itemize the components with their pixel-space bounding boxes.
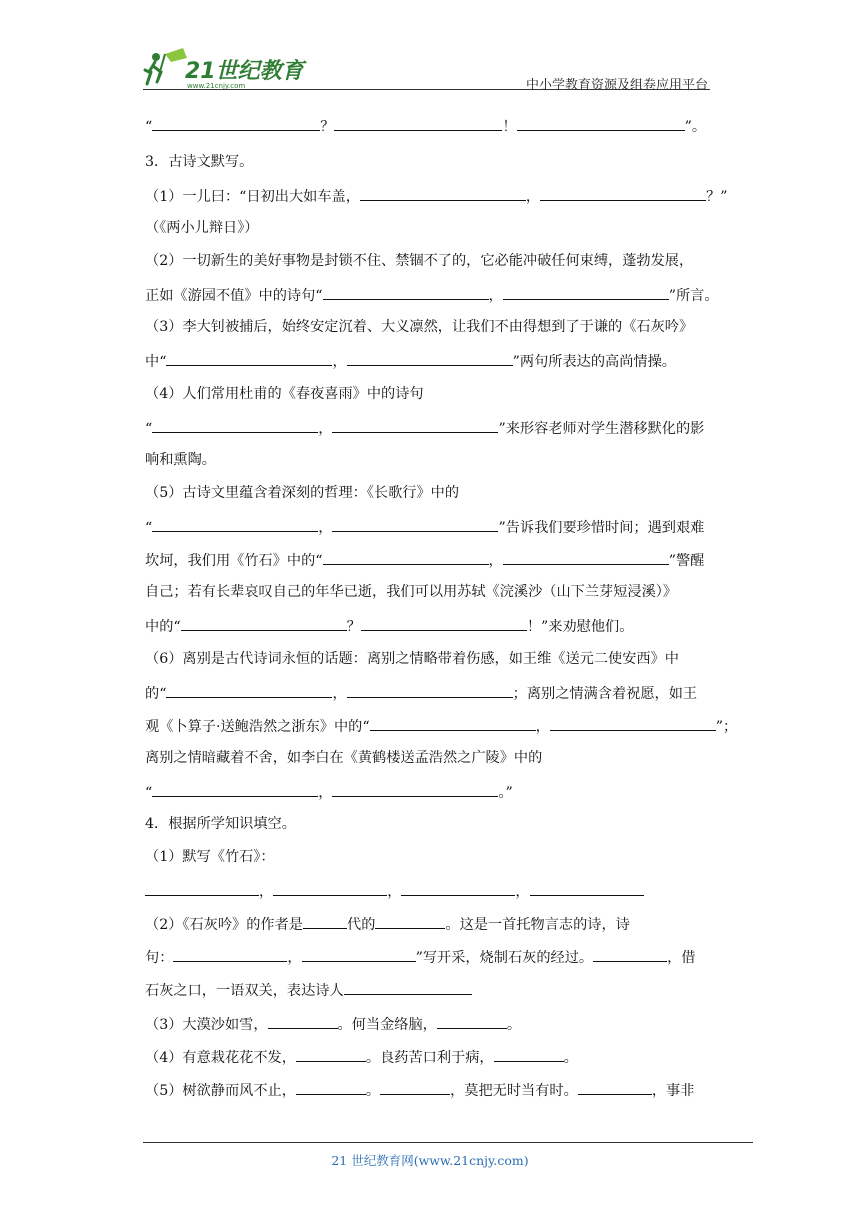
line-text: “ [145,785,153,801]
line-text: 。这是一首托物言志的诗，诗 [445,917,630,933]
text-line [145,218,259,238]
text-line [145,115,706,137]
answer-blank[interactable] [503,549,669,565]
answer-blank[interactable] [578,1079,652,1095]
line-text: ”告诉我们要珍惜时间；遇到艰难 [498,520,705,536]
line-text: 。 [365,1083,381,1099]
line-text: ， [488,553,503,569]
line-text: （1）默写《竹石》： [145,849,275,865]
text-line [145,483,459,503]
line-text: ？” [706,189,728,205]
line-text: （2）《石灰吟》的作者是 [145,917,303,933]
line-text: ， [332,686,347,702]
line-text: ，莫把无时当有时。 [450,1083,578,1099]
line-text: （3）大漠沙如雪， [145,1017,268,1033]
logo-text: 21世纪教育 [185,59,304,84]
line-text: ， [535,719,550,735]
line-text: 中“ [145,354,167,370]
line-text: （5）树欲静而风不止， [145,1083,296,1099]
line-text: 4．根据所学知识填空。 [145,816,296,832]
answer-blank[interactable] [152,115,320,131]
text-line [145,615,633,637]
line-text: （3）李大钊被捕后，始终安定沉着、大义凛然，让我们不由得想到了于谦的《石灰吟》 [145,319,694,335]
line-text: 。 [563,1050,578,1066]
answer-blank[interactable] [375,913,445,929]
footer-text: 21 世纪教育网(www.21cnjy.com) [331,1153,529,1168]
line-text: 响和熏陶。 [145,452,216,468]
line-text: 自己；若有长辈哀叹自己的年华已逝，我们可以用苏轼《浣溪沙（山下兰芽短浸溪）》 [145,584,678,600]
header-slogan: 中小学教育资源及组卷应用平台 [525,78,708,93]
answer-blank[interactable] [370,715,536,731]
answer-blank[interactable] [360,185,526,201]
answer-blank[interactable] [332,417,498,433]
answer-blank[interactable] [344,979,472,995]
text-line [145,715,737,737]
text-line [145,1079,694,1101]
line-text: ”警醒 [668,553,705,569]
text-line [145,946,696,968]
line-text: ， [318,421,333,437]
line-text: “ [145,520,153,536]
line-text: （4）人们常用杜甫的《春夜喜雨》中的诗句 [145,386,424,402]
answer-blank[interactable] [347,350,513,366]
answer-blank[interactable] [296,1046,366,1062]
line-text: 坎坷，我们用《竹石》中的“ [145,553,323,569]
line-text: ，借 [667,950,696,966]
line-text: ”两句所表达的高尚情操。 [512,354,676,370]
page-header [143,40,710,92]
text-line [145,152,253,172]
line-text: “ [145,421,153,437]
answer-blank[interactable] [152,417,318,433]
text-line [145,1046,578,1068]
answer-blank[interactable] [332,781,498,797]
line-text: “ [145,119,153,135]
answer-blank[interactable] [323,549,489,565]
line-text: 。良药苦口利于病， [365,1050,494,1066]
text-line [145,682,697,704]
line-text: 。” [498,785,513,801]
line-text: 3．古诗文默写。 [145,154,254,170]
text-line [145,384,424,404]
line-text: 句： [145,950,174,966]
line-text: ， [488,288,503,304]
answer-blank[interactable] [268,1013,338,1029]
answer-blank[interactable] [273,880,387,896]
text-line [145,847,275,867]
text-line [145,251,693,271]
answer-blank[interactable] [296,1079,366,1095]
text-line [145,781,513,803]
line-text: ？ [320,119,335,135]
line-text: 的“ [145,686,167,702]
answer-blank[interactable] [152,516,318,532]
line-text: （《两小儿辩日》） [145,220,259,236]
answer-blank[interactable] [152,781,318,797]
answer-blank[interactable] [494,1046,564,1062]
answer-blank[interactable] [332,516,498,532]
line-text: ”。 [684,119,707,135]
header-divider [143,89,710,90]
line-text: （2）一切新生的美好事物是封锁不住、禁锢不了的，它必能冲破任何束缚，蓬勃发展， [145,253,694,269]
line-text: （1）一儿曰：“日初出大如车盖， [145,189,360,205]
answer-blank[interactable] [145,880,259,896]
answer-blank[interactable] [347,682,513,698]
text-line [145,649,679,669]
answer-blank[interactable] [323,284,489,300]
line-text: 离别之情暗藏着不舍，如李白在《黄鹤楼送孟浩然之广陵》中的 [145,750,543,766]
line-text: 石灰之口，一语双关，表达诗人 [145,983,344,999]
text-line [145,516,704,538]
line-text: （4）有意栽花花不发， [145,1050,296,1066]
line-text: ， [318,520,333,536]
text-line [145,979,472,1001]
line-text: 。 [506,1017,522,1033]
line-text: 中的“ [145,619,181,635]
text-line [145,284,719,306]
answer-blank[interactable] [517,115,685,131]
logo-url: www.21cnjy.com [187,82,246,90]
text-line [145,814,296,834]
text-line [145,450,216,470]
answer-blank[interactable] [540,185,706,201]
answer-blank[interactable] [593,946,667,962]
line-text: ；离别之情满含着祝愿，如王 [512,686,698,702]
text-line [145,913,630,935]
logo [143,44,318,90]
answer-blank[interactable] [302,946,416,962]
text-line [145,549,704,571]
answer-blank[interactable] [166,682,332,698]
text-line [145,1013,521,1035]
line-text: 观《卜算子·送鲍浩然之浙东》中的“ [145,719,370,735]
text-line [145,317,693,337]
answer-blank[interactable] [503,284,669,300]
line-text: ”； [715,719,738,735]
line-text: ， [515,884,530,900]
line-text: 代的 [347,917,376,933]
answer-blank[interactable] [166,350,332,366]
line-text: ， [525,189,541,205]
line-text: ， [287,950,302,966]
answer-blank[interactable] [181,615,347,631]
answer-blank[interactable] [173,946,287,962]
answer-blank[interactable] [303,913,347,929]
line-text: ， [332,354,347,370]
line-text: 。何当金络脑， [337,1017,437,1033]
footer-divider [143,1142,753,1143]
line-text: ”来形容老师对学生潜移默化的影 [498,421,705,437]
line-text: ， [259,884,274,900]
text-line [145,582,677,602]
runner-icon [145,48,187,84]
line-text: ！”来劝慰他们。 [526,619,634,635]
text-line [145,417,704,439]
text-line [145,748,542,768]
line-text: （5）古诗文里蕴含着深刻的哲理：《长歌行》中的 [145,485,460,501]
text-line [145,350,676,372]
line-text: （6）离别是古代诗词永恒的话题：离别之情略带着伤感，如王维《送元二使安西》中 [145,651,679,667]
text-line [145,185,728,207]
answer-blank[interactable] [530,880,644,896]
answer-blank[interactable] [334,115,502,131]
line-text: ！ [502,119,517,135]
line-text: ”所言。 [668,288,719,304]
line-text: ”写开采，烧制石灰的经过。 [415,950,594,966]
line-text: ， [387,884,402,900]
line-text: ？ [346,619,361,635]
answer-blank[interactable] [401,880,515,896]
answer-blank[interactable] [361,615,527,631]
answer-blank[interactable] [550,715,716,731]
answer-blank[interactable] [437,1013,507,1029]
line-text: 正如《游园不值》中的诗句“ [145,288,323,304]
line-text: ， [318,785,333,801]
text-line [145,880,644,902]
answer-blank[interactable] [380,1079,450,1095]
line-text: ，事非 [651,1083,695,1099]
